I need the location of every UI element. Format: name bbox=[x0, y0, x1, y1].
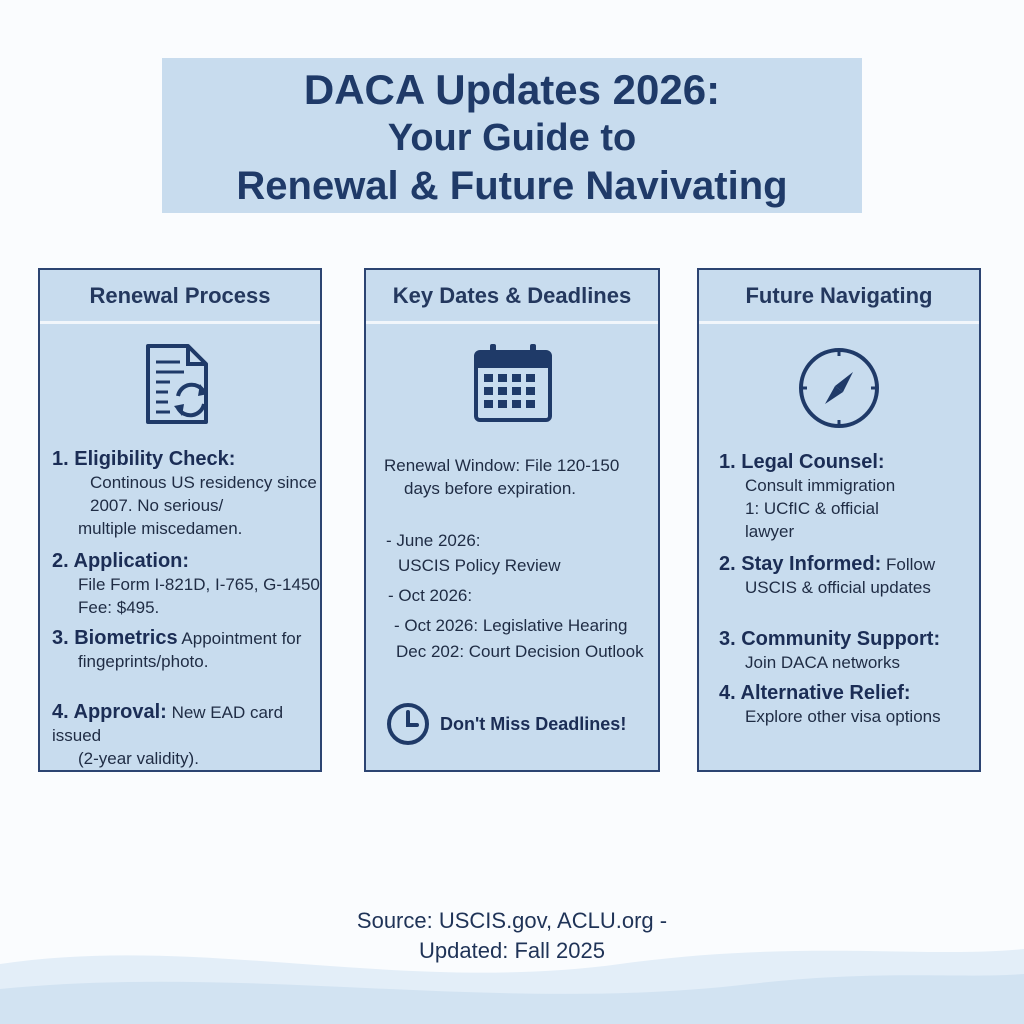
clock-icon bbox=[386, 702, 430, 746]
list-item bbox=[719, 628, 983, 674]
document-renew-icon bbox=[144, 342, 214, 426]
item-label: 4. Approval: bbox=[52, 701, 167, 723]
list-item bbox=[52, 627, 324, 673]
calendar-icon bbox=[472, 342, 554, 424]
source-line: Source: USCIS.gov, ACLU.org - bbox=[356, 908, 668, 933]
source-footer bbox=[0, 906, 1024, 966]
list-item bbox=[52, 550, 324, 619]
item-text: 1: UCfIC & official bbox=[745, 499, 879, 518]
list-item bbox=[52, 701, 324, 770]
item-label: 3. Biometrics bbox=[52, 627, 178, 649]
list-item bbox=[719, 553, 983, 599]
card-key-dates bbox=[364, 268, 660, 772]
item-text: Appointment for bbox=[177, 629, 302, 648]
card-renewal-process bbox=[38, 268, 322, 772]
title-line-2: Your Guide to bbox=[387, 117, 637, 159]
card-future-navigating bbox=[697, 268, 981, 772]
list-item bbox=[52, 448, 324, 540]
card-heading: Key Dates & Deadlines bbox=[366, 270, 658, 324]
date-entry: - Oct 2026: bbox=[388, 586, 473, 605]
item-label: 1. Eligibility Check: bbox=[52, 448, 236, 470]
updated-line: Updated: Fall 2025 bbox=[419, 938, 605, 963]
item-text: USCIS & official updates bbox=[745, 578, 931, 597]
card-heading: Future Navigating bbox=[699, 270, 979, 324]
item-text: File Form I-821D, I-765, G-1450 bbox=[78, 575, 320, 594]
renewal-window-line-1: Renewal Window: File 120-150 bbox=[384, 456, 620, 475]
item-label: 4. Alternative Relief: bbox=[719, 682, 911, 704]
date-entry: USCIS Policy Review bbox=[398, 556, 561, 575]
date-entry: - June 2026: bbox=[386, 531, 481, 550]
item-text: Join DACA networks bbox=[745, 653, 900, 672]
item-label: 2. Stay Informed: bbox=[719, 553, 882, 575]
renewal-window-line-2: days before expiration. bbox=[404, 479, 576, 498]
title-line-1: DACA Updates 2026: bbox=[303, 66, 721, 113]
callout-text: Don't Miss Deadlines! bbox=[440, 713, 627, 734]
title-banner bbox=[162, 58, 862, 213]
date-entry: Dec 202: Court Decision Outlook bbox=[396, 642, 644, 661]
item-label: 3. Community Support: bbox=[719, 628, 941, 650]
item-text: Follow bbox=[881, 555, 936, 574]
item-text: 2007. No serious/ bbox=[90, 496, 224, 515]
item-text: lawyer bbox=[745, 522, 795, 541]
item-label: 2. Application: bbox=[52, 550, 190, 572]
date-entry: - Oct 2026: Legislative Hearing bbox=[394, 616, 628, 635]
item-label: 1. Legal Counsel: bbox=[719, 451, 885, 473]
card-heading: Renewal Process bbox=[40, 270, 320, 324]
list-item bbox=[719, 682, 983, 728]
item-text: Fee: $495. bbox=[78, 598, 160, 617]
item-text: Consult immigration bbox=[745, 476, 896, 495]
title-line-3: Renewal & Future Navivating bbox=[236, 164, 788, 208]
item-text: (2-year validity). bbox=[78, 749, 199, 768]
deadline-callout bbox=[386, 702, 626, 746]
compass-icon bbox=[797, 346, 881, 430]
item-text: Continous US residency since bbox=[90, 473, 317, 492]
item-text: New EAD card issued bbox=[52, 703, 284, 745]
item-text: Explore other visa options bbox=[745, 707, 941, 726]
item-text: multiple miscedamen. bbox=[78, 519, 243, 538]
list-item bbox=[719, 451, 983, 543]
item-text: fingeprints/photo. bbox=[78, 652, 209, 671]
